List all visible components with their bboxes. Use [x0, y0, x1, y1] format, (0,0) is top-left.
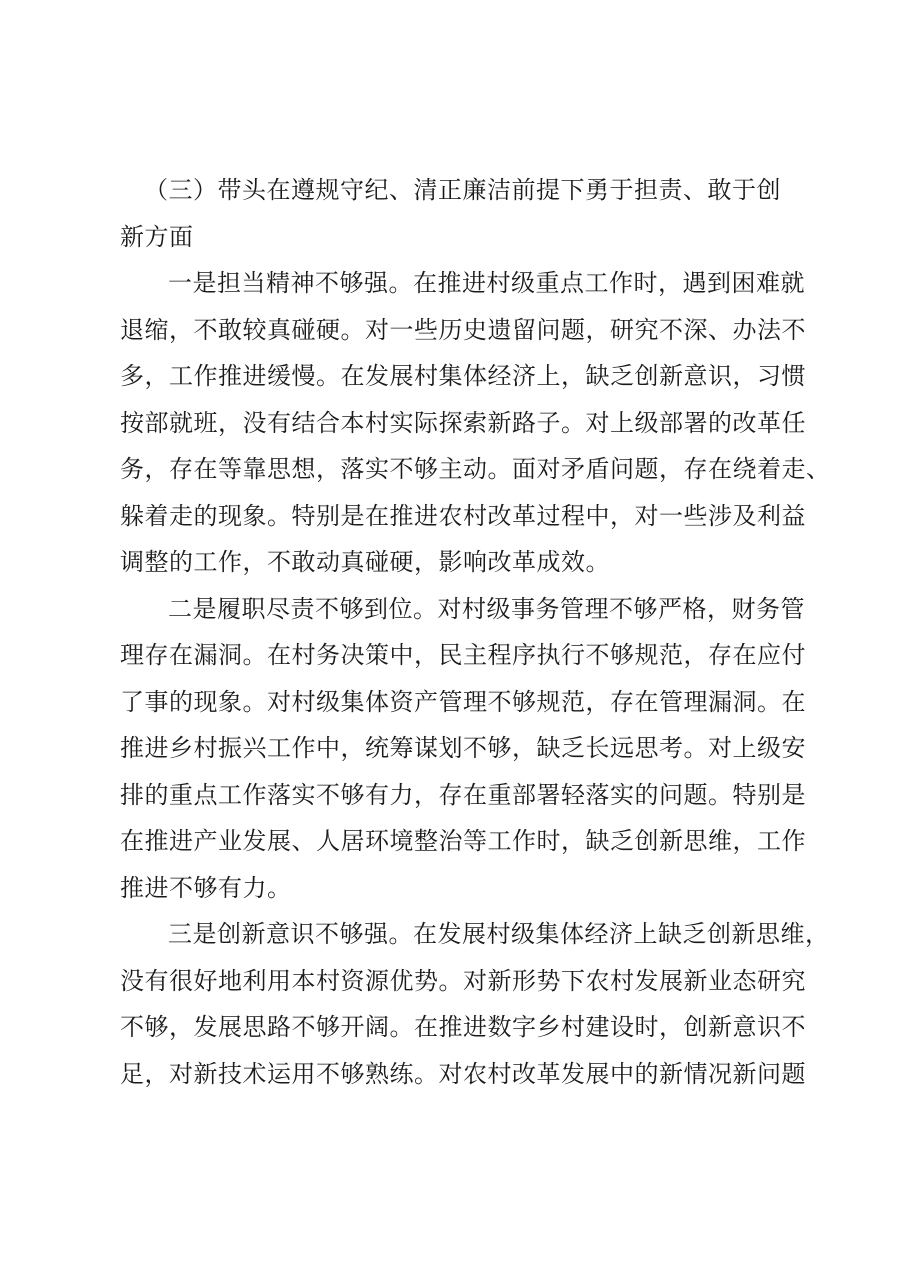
paragraph-line: 一是担当精神不够强。在推进村级重点工作时，遇到困难就	[168, 269, 805, 297]
heading-line: （三）带头在遵规守纪、清正廉洁前提下勇于担责、敢于创	[144, 176, 781, 204]
paragraph-line: 二是履职尽责不够到位。对村级事务管理不够严格，财务管	[168, 594, 805, 623]
paragraph-line: 退缩，不敢较真碰硬。对一些历史遗留问题，研究不深、办法不	[120, 315, 806, 344]
paragraph-line: 三是创新意识不够强。在发展村级集体经济上缺乏创新思维，	[168, 920, 830, 948]
paragraph-line: 务，存在等靠思想，落实不够主动。面对矛盾问题，存在绕着走、	[120, 455, 831, 483]
paragraph-innovation	[120, 911, 830, 1097]
paragraph-line: 在推进产业发展、人居环境整治等工作时，缺乏创新思维，工作	[120, 827, 806, 855]
paragraph-line: 了事的现象。对村级集体资产管理不够规范，存在管理漏洞。在	[120, 687, 806, 716]
paragraph-line: 躲着走的现象。特别是在推进农村改革过程中，对一些涉及利益	[120, 501, 806, 530]
section-heading	[120, 167, 792, 260]
paragraph-line: 排的重点工作落实不够有力，存在重部署轻落实的问题。特别是	[120, 780, 806, 809]
paragraph-line: 推进乡村振兴工作中，统筹谋划不够，缺乏长远思考。对上级安	[120, 734, 806, 762]
paragraph-responsibility	[120, 260, 831, 586]
paragraph-duty	[120, 586, 806, 912]
paragraph-line: 没有很好地利用本村资源优势。对新形势下农村发展新业态研究	[120, 966, 806, 995]
paragraph-line: 不够，发展思路不够开阔。在推进数字乡村建设时，创新意识不	[120, 1013, 806, 1041]
paragraph-line: 按部就班，没有结合本村实际探索新路子。对上级部署的改革任	[120, 408, 806, 437]
paragraph-line: 理存在漏洞。在村务决策中，民主程序执行不够规范，存在应付	[120, 641, 806, 669]
paragraph-line: 多，工作推进缓慢。在发展村集体经济上，缺乏创新意识，习惯	[120, 362, 806, 390]
heading-line: 新方面	[120, 222, 194, 251]
paragraph-line: 调整的工作，不敢动真碰硬，影响改革成效。	[120, 548, 610, 576]
paragraph-line: 推进不够有力。	[120, 873, 292, 902]
paragraph-line: 足，对新技术运用不够熟练。对农村改革发展中的新情况新问题	[120, 1059, 806, 1088]
document-body	[120, 167, 831, 1097]
